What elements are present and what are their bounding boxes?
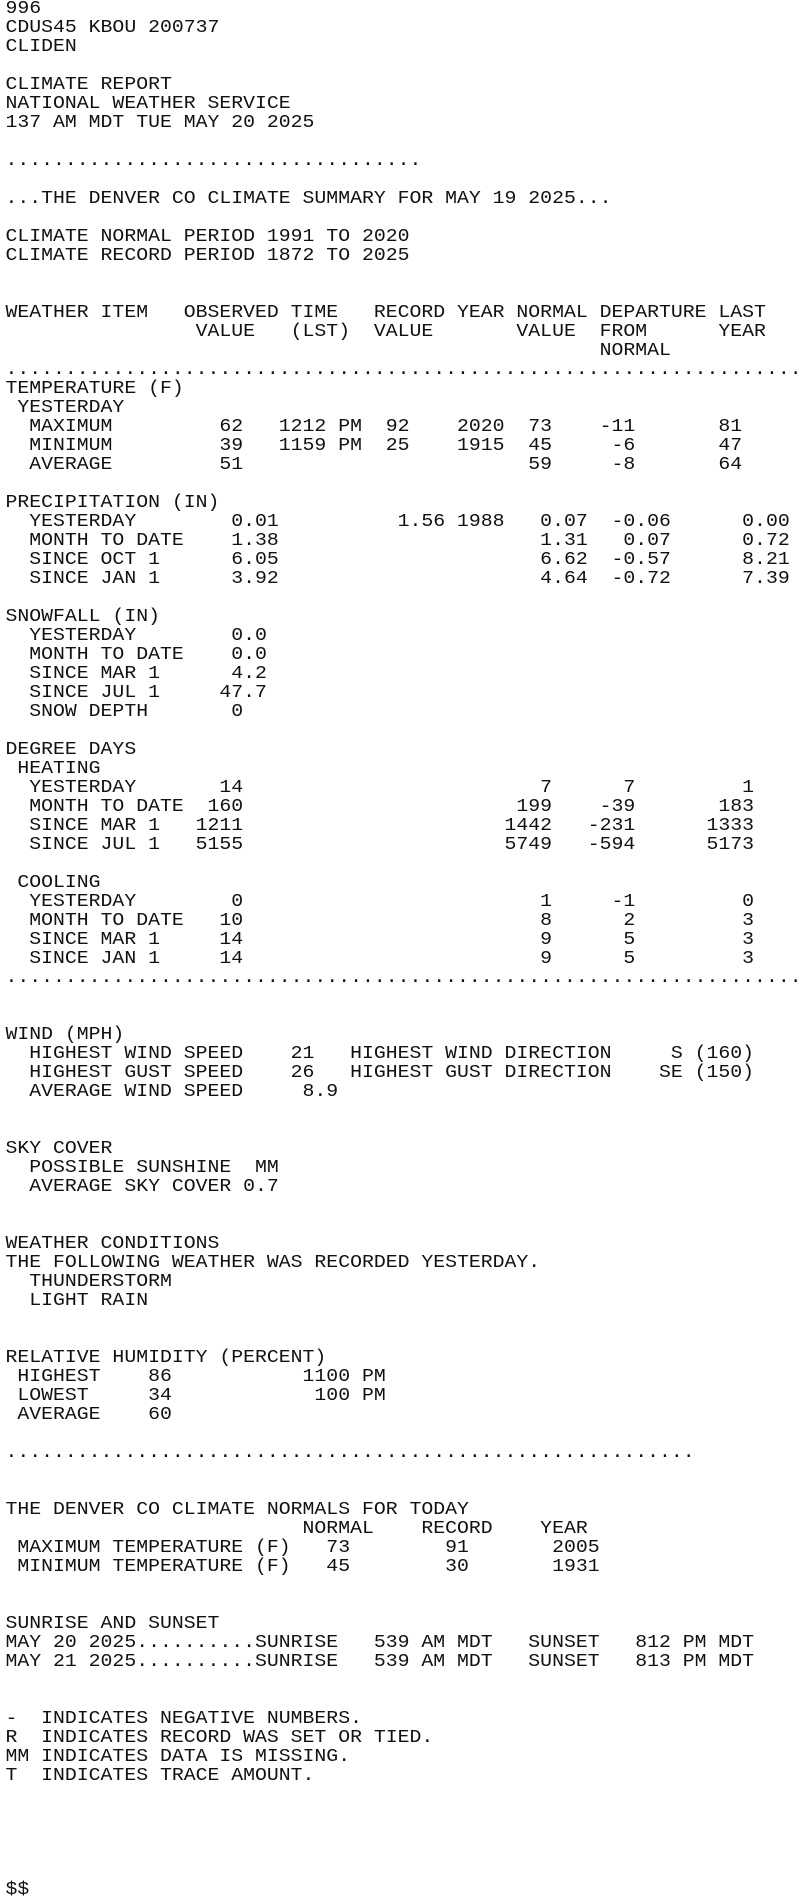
- report-line-text: LIGHT RAIN: [6, 1291, 149, 1311]
- report-line-text: VALUE (LST) VALUE VALUE FROM YEAR: [6, 322, 766, 342]
- report-line-text: SINCE MAR 1 4.2: [6, 664, 267, 684]
- report-line: [6, 19, 810, 38]
- report-line: [6, 798, 810, 817]
- report-line-text: MAXIMUM 62 1212 PM 92 2020 73 -11 81: [6, 417, 743, 437]
- report-line: [6, 1064, 810, 1083]
- report-line: [6, 171, 810, 190]
- report-line-text: POSSIBLE SUNSHINE MM: [6, 1158, 279, 1178]
- report-line: [6, 874, 810, 893]
- report-line-text: MONTH TO DATE 10 8 2 3: [6, 911, 755, 931]
- report-line: [6, 1672, 810, 1691]
- report-line: [6, 1634, 810, 1653]
- report-line: [6, 114, 810, 133]
- report-line: [6, 817, 810, 836]
- report-line-text: NORMAL: [6, 341, 671, 361]
- report-line: [6, 760, 810, 779]
- report-line: [6, 1045, 810, 1064]
- report-line: [6, 1140, 810, 1159]
- report-line: [6, 779, 810, 798]
- report-line: [6, 1007, 810, 1026]
- report-line: [6, 1083, 810, 1102]
- report-line-text: MONTH TO DATE 1.38 1.31 0.07 0.72: [6, 531, 790, 551]
- report-line-text: HEATING: [6, 759, 101, 779]
- report-line-text: THUNDERSTORM: [6, 1272, 172, 1292]
- report-line-text: MONTH TO DATE 160 199 -39 183: [6, 797, 755, 817]
- report-line: [6, 1292, 810, 1311]
- report-line-text: WEATHER CONDITIONS: [6, 1234, 220, 1254]
- report-line-text: 137 AM MDT TUE MAY 20 2025: [6, 113, 315, 133]
- report-line: [6, 1615, 810, 1634]
- report-line: [6, 266, 810, 285]
- report-line: [6, 418, 810, 437]
- report-line: [6, 304, 810, 323]
- report-line-text: 996: [6, 0, 42, 19]
- report-line: [6, 684, 810, 703]
- report-line: [6, 1425, 810, 1444]
- report-line: [6, 380, 810, 399]
- report-line: [6, 741, 810, 760]
- report-line: [6, 133, 810, 152]
- report-line: [6, 152, 810, 171]
- report-line-text: T INDICATES TRACE AMOUNT.: [6, 1766, 315, 1786]
- report-line-text: MONTH TO DATE 0.0: [6, 645, 267, 665]
- report-line: [6, 1767, 810, 1786]
- report-line: [6, 1330, 810, 1349]
- report-line: [6, 950, 810, 969]
- report-line: [6, 361, 810, 380]
- report-line-text: MINIMUM TEMPERATURE (F) 45 30 1931: [6, 1557, 600, 1577]
- report-line: [6, 228, 810, 247]
- report-line-text: HIGHEST 86 1100 PM: [6, 1367, 386, 1387]
- report-line: [6, 456, 810, 475]
- report-line: [6, 1197, 810, 1216]
- report-line-text: SINCE JUL 1 47.7: [6, 683, 267, 703]
- report-line: [6, 969, 810, 988]
- report-line: [6, 1121, 810, 1140]
- report-line: [6, 1558, 810, 1577]
- report-line-text: CDUS45 KBOU 200737: [6, 18, 220, 38]
- report-line-text: ...THE DENVER CO CLIMATE SUMMARY FOR MAY 19 2025...: [6, 189, 612, 209]
- report-line-text: CLIMATE NORMAL PERIOD 1991 TO 2020: [6, 227, 410, 247]
- report-line: [6, 1444, 810, 1463]
- report-line-text: THE DENVER CO CLIMATE NORMALS FOR TODAY: [6, 1500, 469, 1520]
- report-line-text: HIGHEST WIND SPEED 21 HIGHEST WIND DIRECTION S (160): [6, 1044, 755, 1064]
- report-line-text: CLIDEN: [6, 37, 77, 57]
- report-line-text: WIND (MPH): [6, 1025, 125, 1045]
- report-line: [6, 1520, 810, 1539]
- report-line: [6, 1786, 810, 1805]
- report-line: [6, 608, 810, 627]
- report-line: [6, 38, 810, 57]
- report-line: [6, 627, 810, 646]
- report-line: [6, 285, 810, 304]
- report-line: [6, 589, 810, 608]
- report-line-text: HIGHEST GUST SPEED 26 HIGHEST GUST DIRECTION SE (150): [6, 1063, 755, 1083]
- report-line: [6, 1805, 810, 1824]
- report-line: [6, 1596, 810, 1615]
- report-line: [6, 855, 810, 874]
- report-line: [6, 475, 810, 494]
- report-line: [6, 1653, 810, 1672]
- report-line-text: - INDICATES NEGATIVE NUMBERS.: [6, 1709, 362, 1729]
- report-line: [6, 703, 810, 722]
- report-line: [6, 1539, 810, 1558]
- report-line: [6, 95, 810, 114]
- report-line: [6, 1881, 810, 1900]
- report-line: [6, 0, 810, 19]
- report-line-text: MM INDICATES DATA IS MISSING.: [6, 1747, 351, 1767]
- report-line-text: ...................................................................: [6, 968, 802, 988]
- report-line: [6, 1577, 810, 1596]
- report-line-text: $$: [6, 1880, 30, 1900]
- report-line: [6, 1862, 810, 1881]
- report-line-text: YESTERDAY 0.0: [6, 626, 267, 646]
- report-line-text: SINCE JAN 1 3.92 4.64 -0.72 7.39: [6, 569, 790, 589]
- report-line: [6, 399, 810, 418]
- report-line: [6, 893, 810, 912]
- report-line: [6, 1178, 810, 1197]
- report-line-text: MAY 21 2025..........SUNRISE 539 AM MDT SUNSET 813 PM MDT: [6, 1652, 755, 1672]
- report-line: [6, 1482, 810, 1501]
- report-line: [6, 1824, 810, 1843]
- report-line: [6, 1843, 810, 1862]
- report-line: [6, 1254, 810, 1273]
- report-line: [6, 1729, 810, 1748]
- report-line-text: AVERAGE 51 59 -8 64: [6, 455, 743, 475]
- report-line: [6, 1026, 810, 1045]
- report-line-text: YESTERDAY: [6, 398, 125, 418]
- report-line-text: WEATHER ITEM OBSERVED TIME RECORD YEAR NORMAL DEPARTURE LAST: [6, 303, 766, 323]
- report-line-text: ...................................................................: [6, 360, 802, 380]
- report-line: [6, 722, 810, 741]
- report-line: [6, 1463, 810, 1482]
- report-line: [6, 1691, 810, 1710]
- report-line: [6, 1216, 810, 1235]
- report-line-text: THE FOLLOWING WEATHER WAS RECORDED YESTERDAY.: [6, 1253, 541, 1273]
- report-line-text: CLIMATE RECORD PERIOD 1872 TO 2025: [6, 246, 410, 266]
- report-line-text: SKY COVER: [6, 1139, 113, 1159]
- report-line: [6, 931, 810, 950]
- report-line-text: DEGREE DAYS: [6, 740, 137, 760]
- report-line: [6, 646, 810, 665]
- report-line: [6, 1349, 810, 1368]
- report-line: [6, 76, 810, 95]
- report-line: [6, 437, 810, 456]
- report-line: [6, 1501, 810, 1520]
- report-line: [6, 532, 810, 551]
- report-line: [6, 1406, 810, 1425]
- report-line: [6, 988, 810, 1007]
- report-line-text: PRECIPITATION (IN): [6, 493, 220, 513]
- report-line: [6, 836, 810, 855]
- report-line-text: SINCE OCT 1 6.05 6.62 -0.57 8.21: [6, 550, 790, 570]
- report-line-text: AVERAGE WIND SPEED 8.9: [6, 1082, 339, 1102]
- report-line: [6, 912, 810, 931]
- report-line: [6, 1710, 810, 1729]
- report-line: [6, 209, 810, 228]
- report-line: [6, 247, 810, 266]
- report-line-text: SNOWFALL (IN): [6, 607, 160, 627]
- report-line: [6, 513, 810, 532]
- report-line: [6, 1235, 810, 1254]
- report-line: [6, 494, 810, 513]
- report-line-text: MAXIMUM TEMPERATURE (F) 73 91 2005: [6, 1538, 600, 1558]
- report-line: [6, 190, 810, 209]
- report-line: [6, 1273, 810, 1292]
- report-line-text: R INDICATES RECORD WAS SET OR TIED.: [6, 1728, 434, 1748]
- report-line: [6, 323, 810, 342]
- report-line-text: AVERAGE 60: [6, 1405, 172, 1425]
- report-line: [6, 570, 810, 589]
- report-line: [6, 1102, 810, 1121]
- report-line-text: TEMPERATURE (F): [6, 379, 184, 399]
- report-line-text: AVERAGE SKY COVER 0.7: [6, 1177, 279, 1197]
- report-line-text: YESTERDAY 14 7 7 1: [6, 778, 755, 798]
- report-line-text: SINCE MAR 1 14 9 5 3: [6, 930, 755, 950]
- report-line: [6, 57, 810, 76]
- report-line: [6, 551, 810, 570]
- report-line: [6, 665, 810, 684]
- report-line-text: MAY 20 2025..........SUNRISE 539 AM MDT SUNSET 812 PM MDT: [6, 1633, 755, 1653]
- report-line: [6, 1387, 810, 1406]
- report-line-text: YESTERDAY 0.01 1.56 1988 0.07 -0.06 0.00: [6, 512, 790, 532]
- report-line: [6, 1311, 810, 1330]
- report-line-text: LOWEST 34 100 PM: [6, 1386, 386, 1406]
- report-line-text: SINCE JUL 1 5155 5749 -594 5173: [6, 835, 755, 855]
- report-line-text: ..........................................................: [6, 1443, 695, 1463]
- report-line-text: SNOW DEPTH 0: [6, 702, 244, 722]
- report-line: [6, 342, 810, 361]
- report-line-text: RELATIVE HUMIDITY (PERCENT): [6, 1348, 327, 1368]
- report-line-text: CLIMATE REPORT: [6, 75, 172, 95]
- report-line-text: MINIMUM 39 1159 PM 25 1915 45 -6 47: [6, 436, 743, 456]
- report-line-text: NATIONAL WEATHER SERVICE: [6, 94, 291, 114]
- report-line: [6, 1368, 810, 1387]
- report-line-text: COOLING: [6, 873, 101, 893]
- report-line-text: SUNRISE AND SUNSET: [6, 1614, 220, 1634]
- report-line: [6, 1748, 810, 1767]
- report-line-text: SINCE MAR 1 1211 1442 -231 1333: [6, 816, 755, 836]
- report-line-text: ...................................: [6, 151, 422, 171]
- report-line-text: SINCE JAN 1 14 9 5 3: [6, 949, 755, 969]
- report-line-text: YESTERDAY 0 1 -1 0: [6, 892, 755, 912]
- report-line-text: NORMAL RECORD YEAR: [6, 1519, 588, 1539]
- report-line: [6, 1159, 810, 1178]
